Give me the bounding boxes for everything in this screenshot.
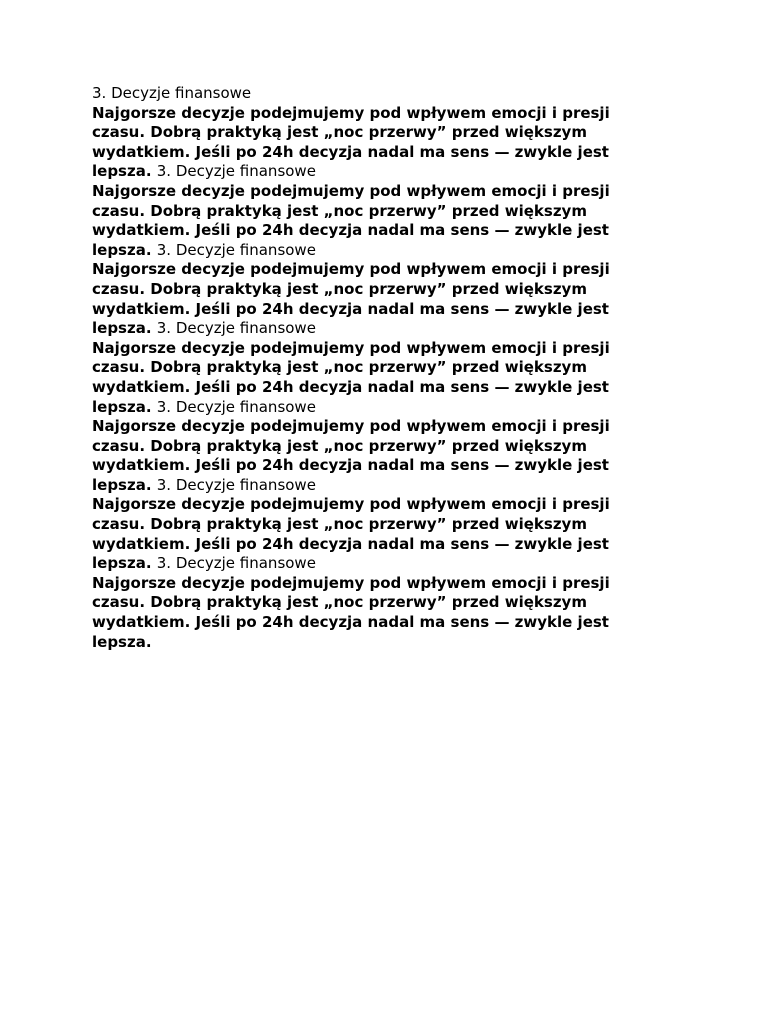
document-line — [92, 319, 652, 339]
document-line — [92, 535, 652, 555]
paragraph-text: wydatkiem. Jeśli po 24h decyzja nadal ma sens — zwykle jest — [92, 221, 609, 240]
document-line — [92, 476, 652, 496]
paragraph-text: czasu. Dobrą praktyką jest „noc przerwy” przed większym — [92, 436, 587, 455]
paragraph-text: wydatkiem. Jeśli po 24h decyzja nadal ma sens — zwykle jest — [92, 613, 609, 632]
paragraph-text: lepsza. — [92, 162, 152, 181]
document-line — [92, 202, 652, 222]
document-line — [92, 633, 652, 653]
document-line — [92, 593, 652, 613]
section-heading: 3. Decyzje finansowe — [92, 84, 252, 102]
document-line — [92, 574, 652, 594]
paragraph-text: czasu. Dobrą praktyką jest „noc przerwy” przed większym — [92, 358, 587, 377]
paragraph-text: Najgorsze decyzje podejmujemy pod wpływem emocji i presji — [92, 260, 610, 279]
paragraph-text: Najgorsze decyzje podejmujemy pod wpływem emocji i presji — [92, 103, 610, 122]
paragraph-text: wydatkiem. Jeśli po 24h decyzja nadal ma sens — zwykle jest — [92, 299, 609, 318]
paragraph-text: Najgorsze decyzje podejmujemy pod wpływem emocji i presji — [92, 495, 610, 514]
section-heading: 3. Decyzje finansowe — [156, 397, 316, 416]
document-line — [92, 515, 652, 535]
document-line — [92, 162, 652, 182]
paragraph-text: lepsza. — [92, 475, 152, 494]
paragraph-text: czasu. Dobrą praktyką jest „noc przerwy” przed większym — [92, 279, 587, 298]
document-line — [92, 260, 652, 280]
paragraph-text: wydatkiem. Jeśli po 24h decyzja nadal ma sens — zwykle jest — [92, 534, 609, 553]
paragraph-text: Najgorsze decyzje podejmujemy pod wpływem emocji i presji — [92, 417, 610, 436]
document-line — [92, 358, 652, 378]
section-heading: 3. Decyzje finansowe — [156, 475, 316, 494]
document-line — [92, 241, 652, 261]
document-line — [92, 378, 652, 398]
document-line — [92, 123, 652, 143]
paragraph-text: czasu. Dobrą praktyką jest „noc przerwy” przed większym — [92, 123, 587, 142]
paragraph-text: wydatkiem. Jeśli po 24h decyzja nadal ma sens — zwykle jest — [92, 142, 609, 161]
paragraph-text: lepsza. — [92, 319, 152, 338]
paragraph-text: lepsza. — [92, 554, 152, 573]
paragraph-text: lepsza. — [92, 240, 152, 259]
paragraph-text: Najgorsze decyzje podejmujemy pod wpływem emocji i presji — [92, 338, 610, 357]
section-heading: 3. Decyzje finansowe — [156, 162, 316, 181]
section-heading: 3. Decyzje finansowe — [156, 240, 316, 259]
section-heading: 3. Decyzje finansowe — [156, 554, 316, 573]
paragraph-text: lepsza. — [92, 397, 152, 416]
section-heading: 3. Decyzje finansowe — [156, 319, 316, 338]
document-line — [92, 143, 652, 163]
paragraph-text: czasu. Dobrą praktyką jest „noc przerwy” przed większym — [92, 201, 587, 220]
paragraph-text: czasu. Dobrą praktyką jest „noc przerwy” przed większym — [92, 593, 587, 612]
document-line — [92, 182, 652, 202]
document-line — [92, 613, 652, 633]
paragraph-text: wydatkiem. Jeśli po 24h decyzja nadal ma sens — zwykle jest — [92, 377, 609, 396]
document-line — [92, 554, 652, 574]
document-line — [92, 280, 652, 300]
document-line — [92, 456, 652, 476]
document-line — [92, 398, 652, 418]
paragraph-text: wydatkiem. Jeśli po 24h decyzja nadal ma sens — zwykle jest — [92, 456, 609, 475]
document-line — [92, 495, 652, 515]
paragraph-text: lepsza. — [92, 632, 152, 651]
document-line — [92, 339, 652, 359]
document-line — [92, 104, 652, 124]
document-line — [92, 300, 652, 320]
paragraph-text: czasu. Dobrą praktyką jest „noc przerwy” przed większym — [92, 515, 587, 534]
document-line — [92, 437, 652, 457]
paragraph-text: Najgorsze decyzje podejmujemy pod wpływem emocji i presji — [92, 573, 610, 592]
document-line — [92, 84, 652, 104]
document-line — [92, 417, 652, 437]
document-line — [92, 221, 652, 241]
paragraph-text: Najgorsze decyzje podejmujemy pod wpływem emocji i presji — [92, 181, 610, 200]
document-page — [92, 84, 652, 652]
